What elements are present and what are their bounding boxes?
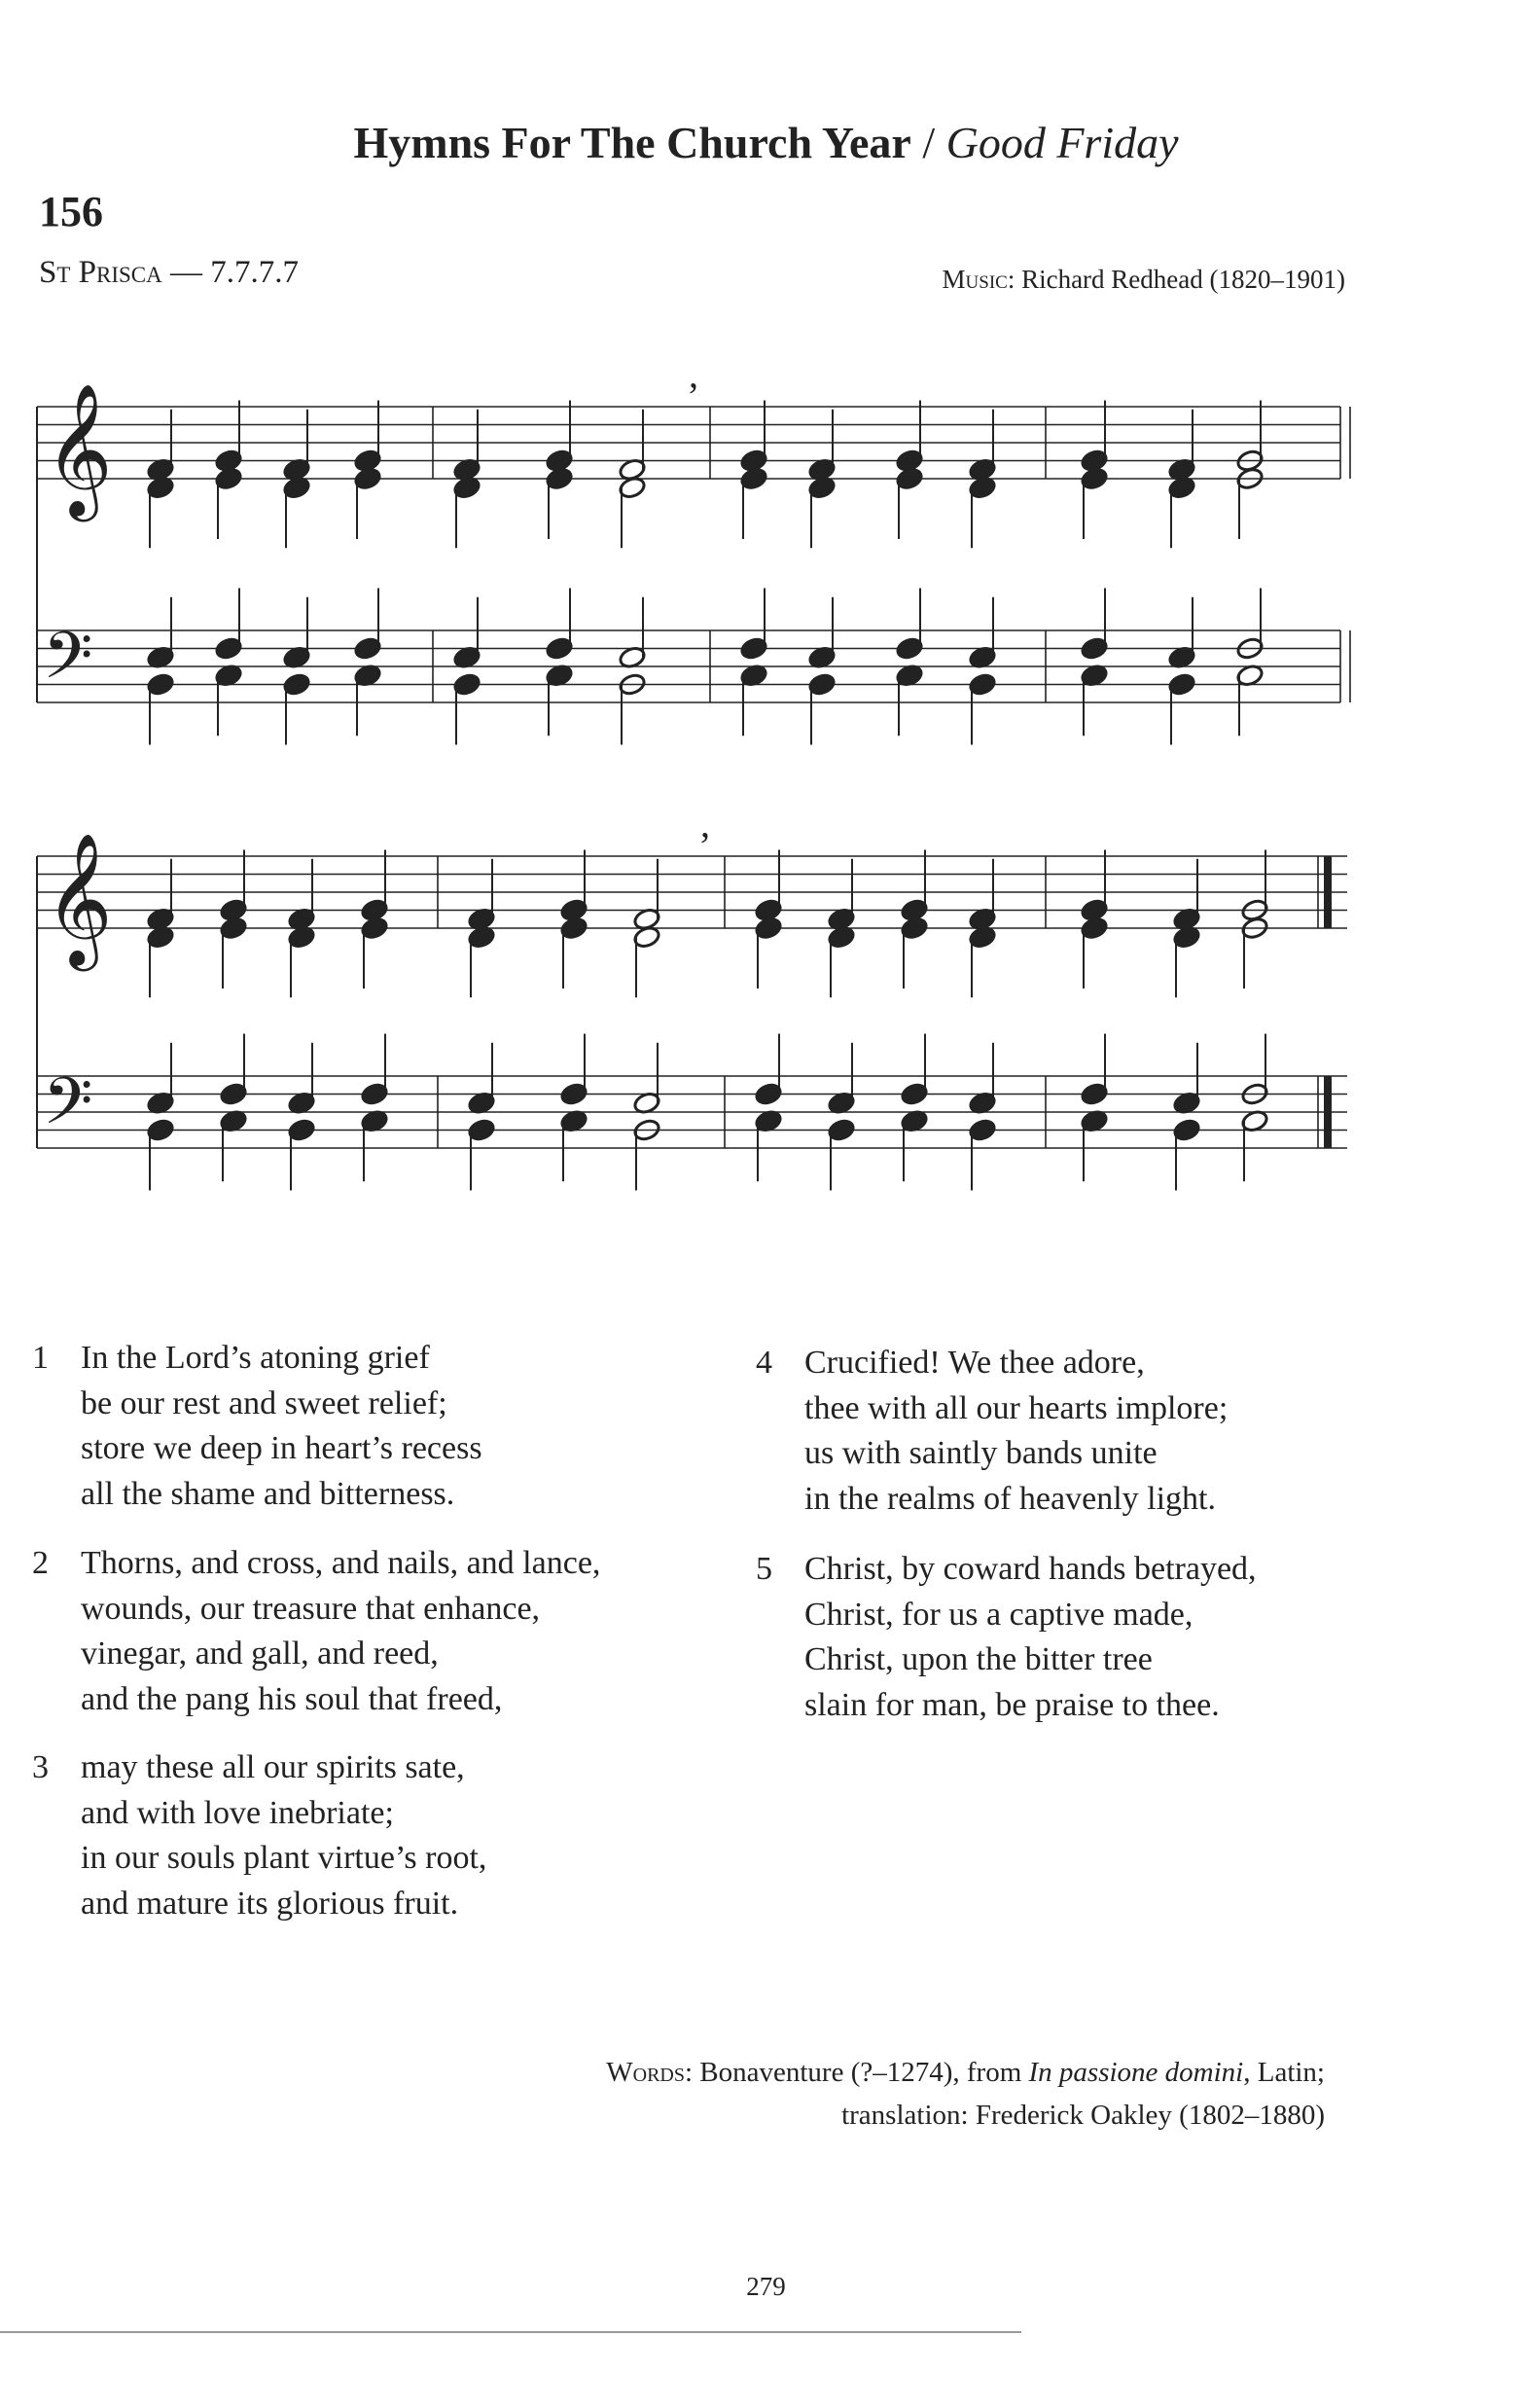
- note-head: [968, 907, 997, 931]
- note-head: [618, 476, 647, 500]
- note-head: [287, 1091, 316, 1115]
- verse-line: Christ, upon the bitter tree: [804, 1641, 1153, 1677]
- verse-line: thee with all our hearts implore;: [804, 1389, 1229, 1426]
- note-head: [739, 466, 768, 490]
- note-head: [1235, 466, 1265, 490]
- note-head: [1240, 898, 1269, 922]
- breath-mark: ,: [700, 802, 710, 845]
- note-head: [618, 645, 647, 669]
- verse-line: Thorns, and cross, and nails, and lance,: [81, 1545, 601, 1581]
- note-head: [739, 636, 768, 661]
- note-head: [545, 664, 574, 688]
- note-head: [754, 1109, 783, 1133]
- note-head: [900, 1109, 929, 1133]
- note-head: [1172, 1118, 1201, 1142]
- note-head: [146, 672, 175, 697]
- note-head: [146, 1118, 175, 1142]
- note-head: [360, 1109, 389, 1133]
- note-head: [618, 457, 647, 482]
- words-credit-line-2: translation: Frederick Oakley (1802–1880): [841, 2100, 1325, 2131]
- note-head: [1172, 1091, 1201, 1115]
- section-title: Hymns For The Church Year: [353, 118, 911, 167]
- note-head: [1172, 907, 1201, 931]
- note-head: [827, 1091, 856, 1115]
- note-head: [353, 664, 382, 688]
- note-head: [559, 1082, 588, 1106]
- bass-clef: 𝄢: [43, 1063, 93, 1155]
- verse-line: Christ, by coward hands betrayed,: [804, 1551, 1257, 1587]
- note-head: [807, 457, 837, 482]
- note-head: [900, 916, 929, 940]
- page-number: 279: [746, 2272, 786, 2301]
- note-head: [895, 449, 924, 473]
- composer: Richard Redhead (1820–1901): [1021, 265, 1345, 294]
- verse-line: all the shame and bitterness.: [81, 1475, 455, 1512]
- note-head: [900, 1082, 929, 1106]
- note-head: [1080, 466, 1109, 490]
- source-language: , Latin;: [1243, 2057, 1325, 2088]
- tune-line: [39, 255, 299, 291]
- note-head: [214, 449, 243, 473]
- note-head: [827, 1118, 856, 1142]
- note-head: [146, 645, 175, 669]
- note-head: [1080, 449, 1109, 473]
- note-head: [219, 916, 248, 940]
- note-head: [1080, 664, 1109, 688]
- header-separator: /: [910, 118, 946, 167]
- note-head: [452, 476, 481, 500]
- occasion-title: Good Friday: [945, 118, 1179, 167]
- note-head: [282, 457, 311, 482]
- verse-line: in our souls plant virtue’s root,: [81, 1840, 487, 1876]
- note-head: [968, 925, 997, 950]
- note-head: [895, 636, 924, 661]
- meter-separator: —: [161, 255, 211, 290]
- note-head: [287, 925, 316, 950]
- note-head: [1080, 898, 1109, 922]
- note-head: [452, 645, 481, 669]
- verse-line: may these all our spirits sate,: [81, 1749, 465, 1785]
- note-head: [360, 916, 389, 940]
- note-head: [467, 925, 496, 950]
- note-head: [360, 898, 389, 922]
- bass-clef: 𝄢: [43, 618, 93, 709]
- note-head: [968, 672, 997, 697]
- note-head: [807, 672, 837, 697]
- note-head: [282, 476, 311, 500]
- note-head: [545, 636, 574, 661]
- verse-2: [32, 1541, 600, 1722]
- note-head: [807, 645, 837, 669]
- verse-number: 2: [32, 1545, 49, 1581]
- verse-1: [32, 1336, 482, 1517]
- note-head: [807, 476, 837, 500]
- note-head: [618, 672, 647, 697]
- note-head: [1240, 916, 1269, 940]
- note-head: [360, 1082, 389, 1106]
- note-head: [739, 449, 768, 473]
- verse-line: and mature its glorious fruit.: [81, 1885, 459, 1922]
- note-head: [353, 466, 382, 490]
- note-head: [559, 916, 588, 940]
- note-head: [219, 898, 248, 922]
- note-head: [282, 672, 311, 697]
- note-head: [754, 1082, 783, 1106]
- hymn-number: 156: [39, 188, 103, 235]
- note-head: [827, 925, 856, 950]
- verse-line: Christ, for us a captive made,: [804, 1596, 1194, 1633]
- note-head: [452, 457, 481, 482]
- note-head: [545, 466, 574, 490]
- verse-line: vinegar, and gall, and reed,: [81, 1635, 439, 1671]
- note-head: [968, 457, 997, 482]
- verse-line: and the pang his soul that freed,: [81, 1680, 503, 1717]
- note-head: [287, 907, 316, 931]
- verse-number: 3: [32, 1749, 49, 1785]
- tune-name: St Prisca: [39, 255, 162, 290]
- words-label: Words:: [606, 2057, 694, 2088]
- note-head: [1167, 457, 1196, 482]
- words-credit: [606, 2051, 1325, 2137]
- note-head: [632, 1118, 661, 1142]
- note-head: [467, 907, 496, 931]
- note-head: [467, 1118, 496, 1142]
- treble-clef: 𝄞: [45, 831, 113, 965]
- verse-number: 4: [756, 1345, 772, 1381]
- music-credit: [943, 265, 1345, 295]
- note-head: [968, 476, 997, 500]
- note-head: [1080, 1082, 1109, 1106]
- note-head: [214, 466, 243, 490]
- verse-line: and with love inebriate;: [81, 1794, 394, 1831]
- note-head: [1235, 636, 1265, 661]
- note-head: [968, 1118, 997, 1142]
- verse-line: store we deep in heart’s recess: [81, 1430, 482, 1466]
- note-head: [754, 898, 783, 922]
- note-head: [146, 1091, 175, 1115]
- note-head: [214, 636, 243, 661]
- note-head: [900, 898, 929, 922]
- verse-4: [756, 1341, 1228, 1522]
- note-head: [895, 664, 924, 688]
- verse-3: [32, 1745, 486, 1926]
- verse-line: In the Lord’s atoning grief: [81, 1340, 430, 1376]
- meter: 7.7.7.7: [210, 255, 299, 290]
- verse-number: 5: [756, 1551, 772, 1587]
- note-head: [146, 476, 175, 500]
- words-credit-line-1: [606, 2051, 1325, 2094]
- note-head: [739, 664, 768, 688]
- note-head: [632, 907, 661, 931]
- verse-number: 1: [32, 1340, 49, 1376]
- treble-clef: 𝄞: [45, 381, 113, 516]
- note-head: [146, 907, 175, 931]
- note-head: [827, 907, 856, 931]
- note-head: [1080, 636, 1109, 661]
- breath-mark: ,: [689, 352, 698, 396]
- note-head: [1240, 1109, 1269, 1133]
- verse-line: Crucified! We thee adore,: [804, 1345, 1145, 1381]
- note-head: [1240, 1082, 1269, 1106]
- note-head: [1167, 476, 1196, 500]
- note-head: [1080, 916, 1109, 940]
- note-head: [1167, 672, 1196, 697]
- note-head: [968, 645, 997, 669]
- verse-5: [756, 1547, 1257, 1728]
- note-head: [632, 925, 661, 950]
- music-label: Music:: [942, 265, 1015, 294]
- note-head: [1080, 1109, 1109, 1133]
- note-head: [214, 664, 243, 688]
- note-head: [219, 1109, 248, 1133]
- note-head: [353, 636, 382, 661]
- note-head: [632, 1091, 661, 1115]
- note-head: [219, 1082, 248, 1106]
- note-head: [467, 1091, 496, 1115]
- note-head: [1235, 449, 1265, 473]
- note-head: [754, 916, 783, 940]
- author-text: Bonaventure (?–1274), from: [699, 2057, 1029, 2088]
- verse-line: wounds, our treasure that enhance,: [81, 1590, 541, 1627]
- note-head: [1167, 645, 1196, 669]
- verse-line: slain for man, be praise to thee.: [804, 1686, 1220, 1723]
- note-head: [353, 449, 382, 473]
- verse-line: us with saintly bands unite: [804, 1435, 1158, 1471]
- note-head: [146, 925, 175, 950]
- note-head: [559, 1109, 588, 1133]
- note-head: [287, 1118, 316, 1142]
- source-title: In passione domini: [1028, 2057, 1244, 2088]
- note-head: [282, 645, 311, 669]
- verse-line: in the realms of heavenly light.: [804, 1480, 1216, 1517]
- page-header: [0, 117, 1532, 168]
- note-head: [1235, 664, 1265, 688]
- note-head: [968, 1091, 997, 1115]
- footer-rule: [0, 2331, 1021, 2333]
- note-head: [895, 466, 924, 490]
- note-head: [559, 898, 588, 922]
- verse-line: be our rest and sweet relief;: [81, 1384, 447, 1421]
- note-head: [1172, 925, 1201, 950]
- note-head: [146, 457, 175, 482]
- note-head: [452, 672, 481, 697]
- note-head: [545, 449, 574, 473]
